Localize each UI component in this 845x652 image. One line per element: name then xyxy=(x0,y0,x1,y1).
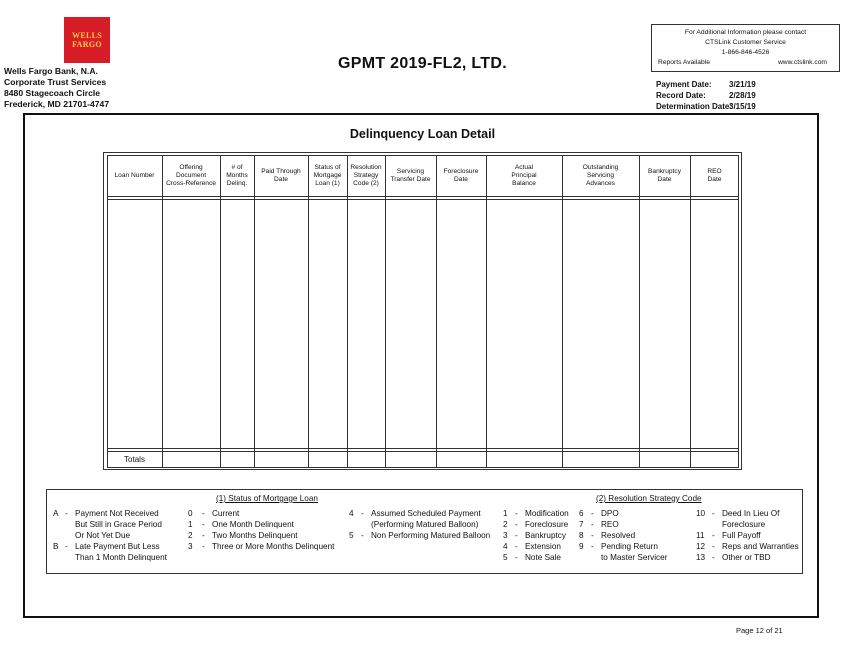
column-header-line: Status of xyxy=(314,164,341,171)
legend-item xyxy=(53,530,167,541)
legend-description: Other or TBD xyxy=(722,553,771,562)
legend-dash: - xyxy=(591,520,594,529)
legend-description: One Month Delinquent xyxy=(212,520,294,529)
legend-code: 2 xyxy=(188,531,193,540)
legend-dash: - xyxy=(202,520,205,529)
legend-description: Assumed Scheduled Payment xyxy=(371,509,481,518)
legend-item xyxy=(503,541,569,552)
legend-dash: - xyxy=(712,531,715,540)
legend-column-2 xyxy=(188,508,334,552)
legend-item xyxy=(696,519,799,530)
legend-description: Payment Not Received xyxy=(75,509,159,518)
legend-code: 1 xyxy=(188,520,193,529)
column-header-line: Date xyxy=(454,176,468,183)
legend-dash xyxy=(361,519,371,530)
legend-dash: - xyxy=(591,531,594,540)
legend-code: 4 xyxy=(503,542,508,551)
legend-code: 5 xyxy=(349,531,354,540)
column-header-line: Months xyxy=(226,172,248,179)
legend-dash: - xyxy=(515,520,518,529)
legend-description: But Still in Grace Period xyxy=(75,520,162,529)
legend-code xyxy=(53,519,65,530)
website-link[interactable]: www.ctslink.com xyxy=(777,59,827,66)
column-header-line: Resolution xyxy=(350,164,382,171)
legend-item xyxy=(349,530,490,541)
record-date-value: 2/28/19 xyxy=(729,91,756,100)
legend-dash: - xyxy=(515,542,518,551)
column-header-line: Loan Number xyxy=(114,172,155,179)
column-header-line: REO xyxy=(707,168,722,175)
column-divider xyxy=(436,155,437,468)
contact-line2: CTSLink Customer Service xyxy=(705,39,786,46)
legend-dash xyxy=(591,552,601,563)
legend-code: 7 xyxy=(579,520,584,529)
legend-description: Current xyxy=(212,509,240,518)
legend-code xyxy=(349,519,361,530)
column-header-line: Date xyxy=(707,176,722,183)
legend-item xyxy=(53,541,167,552)
legend-code: 3 xyxy=(503,531,508,540)
column-divider xyxy=(690,155,691,468)
legend-dash: - xyxy=(65,509,68,518)
column-header-line: Advances xyxy=(586,180,615,187)
section-title: Delinquency Loan Detail xyxy=(349,127,496,141)
legend-description: Foreclosure xyxy=(722,520,766,529)
legend-description: DPO xyxy=(601,509,619,518)
bank-city: Frederick, MD 21701-4747 xyxy=(4,99,110,109)
legend-code: 1 xyxy=(503,509,508,518)
column-header-line: Offering xyxy=(179,164,203,171)
legend-item xyxy=(696,552,799,563)
legend-code xyxy=(696,519,712,530)
column-divider xyxy=(162,155,163,468)
record-date-label: Record Date: xyxy=(656,91,706,100)
legend-item xyxy=(579,530,667,541)
column-header xyxy=(308,157,347,195)
legend-code: B xyxy=(53,542,59,551)
column-header-line: # of xyxy=(231,164,243,171)
legend-item xyxy=(696,530,799,541)
legend-item xyxy=(188,541,334,552)
header-divider-double xyxy=(107,199,739,200)
legend-column-6 xyxy=(696,508,799,563)
column-header-line: Delinq. xyxy=(226,180,248,187)
delinquency-table xyxy=(107,155,739,468)
column-header-line: Date xyxy=(274,176,288,183)
legend-description: Foreclosure xyxy=(525,520,569,529)
legend-dash xyxy=(65,552,75,563)
legend-item xyxy=(579,541,667,552)
column-divider xyxy=(639,155,640,468)
legend-description: REO xyxy=(601,520,619,529)
contact-box xyxy=(651,24,840,72)
legend-dash: - xyxy=(202,542,205,551)
legend-dash: - xyxy=(591,542,594,551)
legend-item xyxy=(53,552,167,563)
determination-date-label: Determination Date: xyxy=(656,102,733,111)
column-header-line: Actual xyxy=(514,164,534,171)
legend-item xyxy=(503,508,569,519)
legend-description: Bankruptcy xyxy=(525,531,566,540)
column-header-line: Date xyxy=(657,176,672,183)
reports-available-label: Reports Available xyxy=(658,59,710,66)
legend-code: 2 xyxy=(503,520,508,529)
column-header xyxy=(639,157,690,195)
legend-description: Three or More Months Delinquent xyxy=(212,542,335,551)
status-legend-title: (1) Status of Mortgage Loan xyxy=(216,494,318,503)
legend-dash: - xyxy=(515,553,518,562)
logo-text-line1: WELLS xyxy=(72,31,102,40)
legend-code: A xyxy=(53,509,59,518)
legend-item xyxy=(503,530,569,541)
legend-dash xyxy=(712,519,722,530)
column-header-line: Code (2) xyxy=(353,180,379,187)
header-divider xyxy=(107,196,739,197)
legend-code: 0 xyxy=(188,509,193,518)
legend-code: 13 xyxy=(696,553,706,562)
legend-item xyxy=(503,552,569,563)
legend-code: 10 xyxy=(696,509,706,518)
legend-description: Than 1 Month Delinquent xyxy=(75,553,167,562)
legend-description: Late Payment But Less xyxy=(75,542,160,551)
column-divider xyxy=(254,155,255,468)
legend-item xyxy=(579,552,667,563)
column-header-line: Foreclosure xyxy=(443,168,479,175)
column-divider xyxy=(308,155,309,468)
legend-description: Non Performing Matured Balloon xyxy=(371,531,491,540)
legend-item xyxy=(579,508,667,519)
page-number: Page 12 of 21 xyxy=(736,626,783,635)
legend-code: 4 xyxy=(349,509,354,518)
column-header-line: Principal xyxy=(511,172,537,179)
dates-block xyxy=(656,79,756,112)
column-header-line: Transfer Date xyxy=(390,176,431,183)
legend-column-1 xyxy=(53,508,167,563)
legend-description: (Performing Matured Balloon) xyxy=(371,520,479,529)
legend-code: 11 xyxy=(696,531,705,540)
column-header xyxy=(254,157,308,195)
column-header xyxy=(436,157,486,195)
legend-code: 9 xyxy=(579,542,584,551)
column-header xyxy=(220,157,254,195)
bank-name: Wells Fargo Bank, N.A. xyxy=(4,66,98,76)
legend-code xyxy=(53,552,65,563)
report-title: GPMT 2019-FL2, LTD. xyxy=(338,55,507,72)
legend-description: Reps and Warranties xyxy=(722,542,799,551)
legend-dash xyxy=(65,519,75,530)
legend-item xyxy=(696,541,799,552)
column-header xyxy=(107,157,162,195)
column-header xyxy=(690,157,739,195)
column-divider xyxy=(220,155,221,468)
logo-text-line2: FARGO xyxy=(72,40,102,49)
bank-department: Corporate Trust Services xyxy=(4,77,107,87)
column-header xyxy=(347,157,385,195)
payment-date-value: 3/21/19 xyxy=(729,80,756,89)
legend-dash: - xyxy=(361,509,364,518)
column-header xyxy=(162,157,220,195)
legend-description: to Master Servicer xyxy=(601,553,668,562)
column-header-line: Document xyxy=(175,172,207,179)
legend-dash: - xyxy=(202,509,205,518)
payment-date-label: Payment Date: xyxy=(656,80,712,89)
legend-description: Deed In Lieu Of xyxy=(722,509,780,518)
legend-dash: - xyxy=(712,509,715,518)
column-header xyxy=(562,157,639,195)
contact-line1: For Additional Information please contact xyxy=(684,29,807,36)
legend-dash: - xyxy=(361,531,364,540)
resolution-legend-title: (2) Resolution Strategy Code xyxy=(596,494,702,503)
legend-description: Pending Return xyxy=(601,542,658,551)
legend-code: 3 xyxy=(188,542,193,551)
legend-code: 8 xyxy=(579,531,584,540)
legend-description: Modification xyxy=(525,509,569,518)
determination-date-value: 3/15/19 xyxy=(729,102,756,111)
legend-dash: - xyxy=(591,509,594,518)
legend-dash xyxy=(65,530,75,541)
column-divider xyxy=(562,155,563,468)
legend-column-4 xyxy=(503,508,569,563)
column-header-line: Servicing xyxy=(586,172,615,179)
legend-item xyxy=(188,519,334,530)
legend-dash: - xyxy=(712,542,715,551)
legend-code xyxy=(579,552,591,563)
legend-dash: - xyxy=(515,509,518,518)
legend-dash: - xyxy=(712,553,715,562)
column-header xyxy=(385,157,436,195)
legend-column-5 xyxy=(579,508,667,563)
legend-code: 12 xyxy=(696,542,706,551)
legend-item xyxy=(188,508,334,519)
column-header-line: Bankruptcy xyxy=(648,168,681,175)
legend-item xyxy=(349,519,490,530)
legend-description: Two Months Delinquent xyxy=(212,531,298,540)
column-header-line: Servicing xyxy=(396,168,425,175)
legend-description: Or Not Yet Due xyxy=(75,531,131,540)
bank-street: 8480 Stagecoach Circle xyxy=(4,88,101,98)
legend-description: Extension xyxy=(525,542,561,551)
totals-divider xyxy=(107,448,739,449)
legend-description: Resolved xyxy=(601,531,636,540)
column-header-line: Outstanding xyxy=(582,164,619,171)
legend-code xyxy=(53,530,65,541)
legend-item xyxy=(696,508,799,519)
legend-description: Full Payoff xyxy=(722,531,761,540)
column-header-line: Loan (1) xyxy=(315,180,340,187)
contact-phone: 1-866-846-4526 xyxy=(721,49,770,56)
legend-item xyxy=(53,508,167,519)
legend-code: 5 xyxy=(503,553,508,562)
legend-item xyxy=(503,519,569,530)
legend-column-3 xyxy=(349,508,490,541)
column-header-line: Balance xyxy=(512,180,536,187)
column-divider xyxy=(486,155,487,468)
column-header-line: Cross-Reference xyxy=(166,180,216,187)
totals-label: Totals xyxy=(124,454,145,464)
column-divider xyxy=(347,155,348,468)
column-divider xyxy=(385,155,386,468)
column-header-line: Strategy xyxy=(353,172,379,179)
legend-item xyxy=(188,530,334,541)
column-header-line: Mortgage xyxy=(313,172,342,179)
legend-dash: - xyxy=(202,531,205,540)
column-header xyxy=(486,157,562,195)
legend-description: Note Sale xyxy=(525,553,561,562)
totals-divider-double xyxy=(107,451,739,452)
legend-dash: - xyxy=(65,542,68,551)
legend-code: 6 xyxy=(579,509,584,518)
legend-item xyxy=(579,519,667,530)
column-header-line: Paid Through xyxy=(261,168,301,175)
legend-dash: - xyxy=(515,531,518,540)
legend-item xyxy=(349,508,490,519)
legend-item xyxy=(53,519,167,530)
